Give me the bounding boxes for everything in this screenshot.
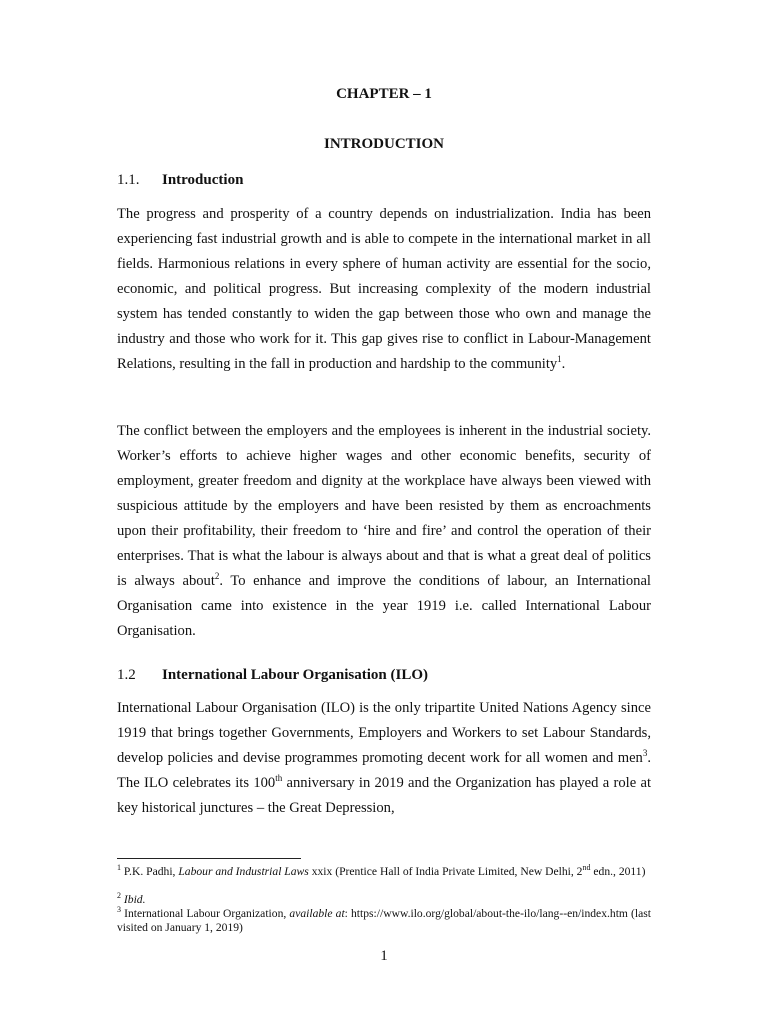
footnote-text: xxix (Prentice Hall of India Private Limited, New Delhi, 2 <box>308 865 583 878</box>
available-at-label: available at <box>289 907 345 920</box>
footnote-text: P.K. Padhi, <box>121 865 179 878</box>
paragraph-text-a: International Labour Organisation (ILO) is the only tripartite United Nations Agency since 1919 that brings together Governments, Employers and Workers to set Labour Standards, develop policies and devise programmes promoting decent work for all women and men <box>117 700 651 766</box>
ibid-text: Ibid. <box>123 893 146 906</box>
section-1-paragraph-2 <box>117 419 651 644</box>
footnote-mark: 1 <box>117 863 121 873</box>
section-2-number: 1.2 <box>117 667 136 683</box>
paragraph-text-b: . To enhance and improve the conditions of labour, an International Organisation came into existence in the year 1919 i.e. called International Labour Organisation. <box>117 573 651 639</box>
paragraph-tail: . <box>561 356 566 372</box>
paragraph-text: The progress and prosperity of a country depends on industrialization. India has been experiencing fast industrial growth and is able to compete in the international market in all fields. Harmonious relations in every sphere of human activity are essential for the socio, economic, and political progress. But increasing complexity of the modern industrial system has tended constantly to widen the gap between those who own and manage the industry and those who work for it. This gap gives rise to conflict in Labour-Management Relations, resulting in the fall in production and hardship to the community <box>117 206 651 372</box>
section-2-paragraph <box>117 696 651 821</box>
book-title: Labour and Industrial Laws <box>178 865 309 878</box>
section-1-title: Introduction <box>162 172 244 188</box>
section-2-heading <box>117 667 428 684</box>
ordinal-suffix: th <box>275 773 283 784</box>
footnote-text: International Labour Organization, <box>121 907 290 920</box>
paragraph-text-c: anniversary in 2019 and the Organization has played a role at key historical junctures – the Great Depression, <box>117 775 652 816</box>
paragraph-text-a: The conflict between the employers and the employees is inherent in the industrial society. Worker’s efforts to achieve higher wages and other economic benefits, security of employment, greater freedom and dignity at the workplace have always been viewed with suspicious attitude by the employers and have been resisted by them as encroachments upon their profitability, their freedom to ‘hire and fire’ and control the operation of their enterprises. That is what the labour is always about and that is what a great deal of politics is always about <box>117 423 651 589</box>
section-1-paragraph-1 <box>117 202 651 377</box>
footnote-3 <box>117 907 651 935</box>
footnote-2 <box>117 893 651 907</box>
footnote-text: edn., 2011) <box>590 865 646 878</box>
section-1-heading <box>117 172 243 189</box>
footnote-divider <box>117 858 301 859</box>
footnote-mark: 3 <box>117 905 121 915</box>
paragraph-text-b: . The ILO celebrates its 100 <box>117 750 651 791</box>
chapter-label: CHAPTER – 1 <box>336 86 432 102</box>
section-2-title: International Labour Organisation (ILO) <box>162 667 429 683</box>
footnote-url-text: : https://www.ilo.org/global/about-the-ilo/lang--en/index.htm (last visited on January 1, 2019) <box>117 907 652 934</box>
ordinal-suffix: nd <box>582 863 591 873</box>
page-number: 1 <box>380 948 388 964</box>
footnote-1 <box>117 865 651 879</box>
section-1-number: 1.1. <box>117 172 140 188</box>
footnote-ref-2[interactable]: 2 <box>214 571 220 582</box>
footnote-mark: 2 <box>117 891 121 901</box>
chapter-heading: INTRODUCTION <box>323 136 444 152</box>
footnote-ref-3[interactable]: 3 <box>642 748 648 759</box>
footnote-ref-1[interactable]: 1 <box>557 354 562 365</box>
